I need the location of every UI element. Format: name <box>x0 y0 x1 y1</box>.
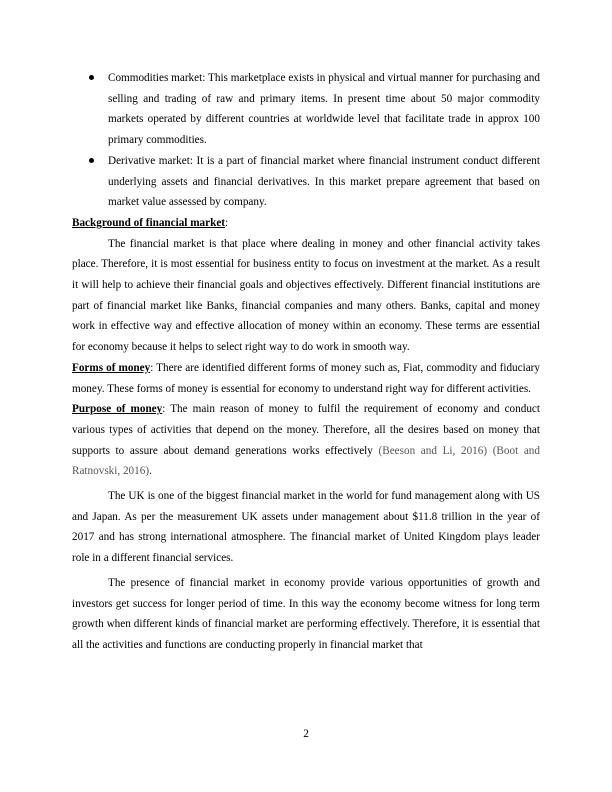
list-item <box>72 151 540 213</box>
purpose-of-money-paragraph <box>72 399 540 482</box>
page-content <box>72 68 540 656</box>
presence-paragraph: The presence of financial market in economy provide various opportunities of growth and investors get success for longer period of time. In this way the economy become witness for long term growth when different kinds of financial market are performing effectively. Therefore, it is essential that all the activities and functions are conducting properly in financial market that <box>72 576 540 651</box>
citation: (Beeson and Li, 2016) (Boot and Ratnovski, 2016) <box>72 444 540 478</box>
purpose-of-money-end: . <box>149 465 152 478</box>
purpose-of-money-text: : The main reason of money to fulfil the requirement of economy and conduct various types of activities that depend on the money. Therefore, all the desires based on money that supports to assure about demand generations works effectively <box>72 403 540 457</box>
background-paragraph: The financial market is that place where dealing in money and other financial activity takes place. Therefore, it is most essential for business entity to focus on investment at the market. As a result it will help to achieve their financial goals and objectives effectively. Different financial institutions are part of financial market like Banks, financial companies and many others. Banks, capital and money work in effective way and effective allocation of money within an economy. These terms are essential for economy because it helps to select right way to do work in smooth way. <box>72 237 540 354</box>
page-number: 2 <box>303 728 309 740</box>
forms-of-money-text: : There are identified different forms of money such as, Fiat, commodity and fiduciary money. These forms of money is essential for economy to understand right way for different activities. <box>72 361 540 395</box>
market-types-list <box>72 68 540 213</box>
uk-paragraph: The UK is one of the biggest financial market in the world for fund management along with US and Japan. As per the measurement UK assets under management about $11.8 trillion in the year of 2017 and has strong international atmosphere. The financial market of United Kingdom plays leader role in a different financial services. <box>72 490 540 565</box>
list-item <box>72 68 540 151</box>
forms-of-money-paragraph <box>72 358 540 399</box>
derivative-market-text: Derivative market: It is a part of financial market where financial instrument conduct different underlying assets and financial derivatives. In this market prepare agreement that based on market value assessed by company. <box>108 154 540 209</box>
bullet-icon <box>89 75 94 80</box>
background-heading: Background of financial market <box>72 216 226 229</box>
purpose-of-money-heading: Purpose of money <box>72 403 163 416</box>
bullet-icon <box>89 158 94 163</box>
background-heading-line <box>72 213 540 234</box>
commodities-market-text: Commodities market: This marketplace exists in physical and virtual manner for purchasing and selling and trading of raw and primary items. In present time about 50 major commodity markets operated by different countries at worldwide level that facilitate trade in approx 100 primary commodities. <box>108 72 540 147</box>
background-heading-suffix: : <box>225 216 229 229</box>
forms-of-money-heading: Forms of money <box>72 361 151 374</box>
